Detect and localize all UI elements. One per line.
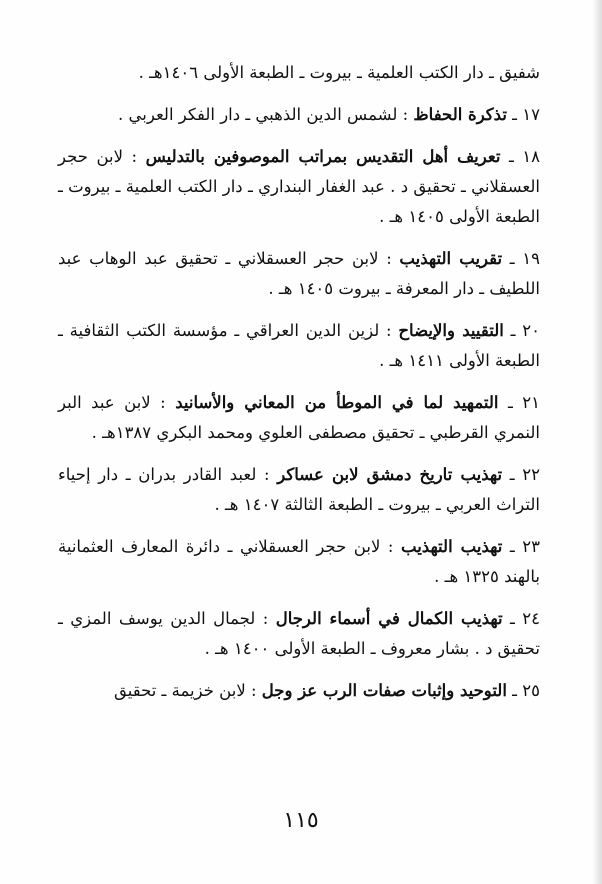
bibliography-entry <box>58 388 540 448</box>
entry-title: تهذيب التهذيب <box>401 537 503 556</box>
page-edge-shadow <box>592 0 602 884</box>
entry-title: تذكرة الحفاظ <box>413 105 507 124</box>
entry-title: تهذيب تاريخ دمشق لابن عساكر <box>277 465 503 484</box>
entry-title: التمهيد لما في الموطأ من المعاني والأسانيد <box>175 393 499 412</box>
bibliography-entry <box>58 460 540 520</box>
entry-details: : لابن عبد البر النمري القرطبي ـ تحقيق مصطفى العلوي ومحمد البكري ١٣٨٧هـ . <box>58 393 540 442</box>
entry-details: : لزين الدين العراقي ـ مؤسسة الكتب الثقافية ـ الطبعة الأولى ١٤١١ هـ . <box>58 321 540 370</box>
entry-title: التوحيد وإثبات صفات الرب عز وجل <box>261 681 507 700</box>
entry-details: : لابن خزيمة ـ تحقيق <box>113 681 257 700</box>
bibliography-entry <box>58 100 540 130</box>
bibliography-list <box>58 58 540 718</box>
entry-details: : لابن حجر العسقلاني ـ تحقيق د . عبد الغفار البنداري ـ دار الكتب العلمية ـ بيروت ـ الطبعة الأولى ١٤٠٥ هـ . <box>58 147 540 226</box>
entry-number: ٢٢ ـ <box>509 465 540 484</box>
entry-number: ١٨ ـ <box>508 147 540 166</box>
bibliography-entry <box>58 676 540 706</box>
bibliography-entry <box>58 142 540 232</box>
entry-title: تهذيب الكمال في أسماء الرجال <box>275 609 503 628</box>
entry-details: : لجمال الدين يوسف المزي ـ تحقيق د . بشار معروف ـ الطبعة الأولى ١٤٠٠ هـ . <box>58 609 540 658</box>
entry-number: ٢٥ ـ <box>512 681 540 700</box>
entry-number: ٢٤ ـ <box>510 609 541 628</box>
entry-details: : لابن حجر العسقلاني ـ دائرة المعارف العثمانية بالهند ١٣٢٥ هـ . <box>58 537 540 586</box>
page-number: ١١٥ <box>283 808 319 833</box>
entry-details: : لشمس الدين الذهبي ـ دار الفكر العربي . <box>118 105 409 124</box>
entry-title: تقريب التهذيب <box>399 249 503 268</box>
entry-number: ٢١ ـ <box>507 393 540 412</box>
continuation-text: شفيق ـ دار الكتب العلمية ـ بيروت ـ الطبعة الأولى ١٤٠٦هـ . <box>138 63 540 82</box>
bibliography-entry <box>58 532 540 592</box>
entry-number: ١٧ ـ <box>512 105 540 124</box>
entry-number: ١٩ ـ <box>509 249 540 268</box>
entry-title: تعريف أهل التقديس بمراتب الموصوفين بالتدليس <box>145 147 501 166</box>
bibliography-entry <box>58 244 540 304</box>
entry-details: : لعبد القادر بدران ـ دار إحياء التراث العربي ـ بيروت ـ الطبعة الثالثة ١٤٠٧ هـ . <box>58 465 540 514</box>
entry-details: : لابن حجر العسقلاني ـ تحقيق عبد الوهاب عبد اللطيف ـ دار المعرفة ـ بيروت ١٤٠٥ هـ . <box>58 249 540 298</box>
entry-number: ٢٠ ـ <box>510 321 540 340</box>
bibliography-entry <box>58 316 540 376</box>
entry-number: ٢٣ ـ <box>509 537 540 556</box>
bibliography-entry <box>58 604 540 664</box>
entry-title: التقييد والإيضاح <box>398 321 504 340</box>
